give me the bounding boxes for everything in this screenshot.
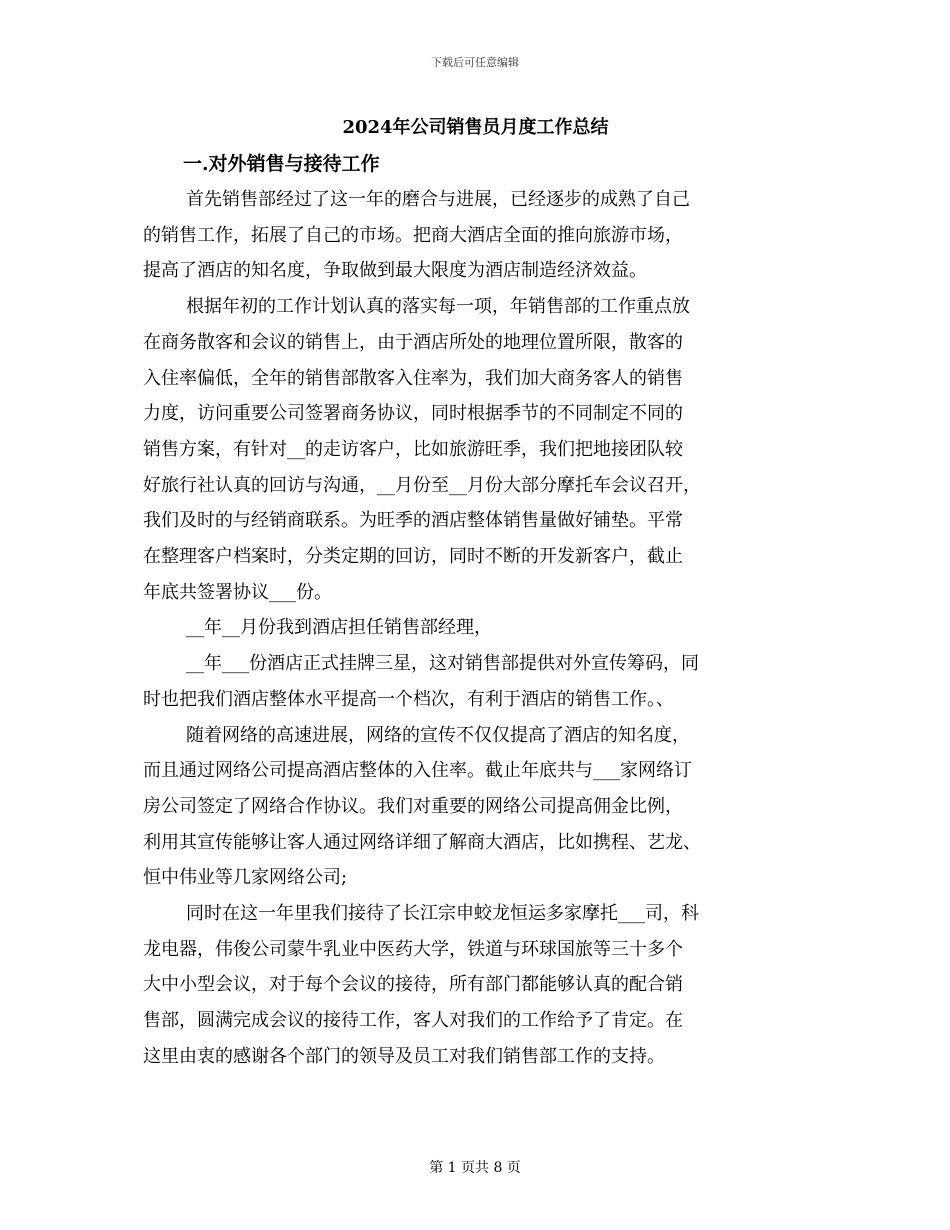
paragraph-online: [143, 718, 808, 897]
document-body: [143, 110, 808, 1075]
paragraph-line: 好旅行社认真的回访与沟通，__月份至__月份大部分摩托车会议召开，: [143, 474, 701, 496]
paragraph-line: 房公司签定了网络合作协议。我们对重要的网络公司提高佣金比例，: [143, 795, 683, 817]
paragraph-line: 年底共签署协议___份。: [143, 581, 332, 603]
paragraph-line: __年__月份我到酒店担任销售部经理，: [186, 617, 492, 639]
paragraph-line: 龙电器，伟俊公司蒙牛乳业中医药大学，铁道与环球国旅等三十多个: [143, 938, 683, 960]
paragraph-line: 恒中伟业等几家网络公司;: [143, 867, 348, 889]
paragraph-line: 大中小型会议，对于每个会议的接待，所有部门都能够认真的配合销: [143, 974, 683, 996]
paragraph-intro: [143, 182, 808, 289]
paragraph-line: 的销售工作，拓展了自己的市场。把商大酒店全面的推向旅游市场，: [143, 224, 683, 246]
paragraph-conferences: [143, 896, 808, 1075]
paragraph-line: 在整理客户档案时，分类定期的回访，同时不断的开发新客户，截止: [143, 546, 683, 568]
page-number: 第 1 页共 8 页: [429, 1160, 521, 1176]
paragraph-line: 根据年初的工作计划认真的落实每一项，年销售部的工作重点放: [186, 296, 690, 318]
paragraph-line: 而且通过网络公司提高酒店整体的入住率。截止年底共与___家网络订: [143, 760, 692, 782]
paragraph-line: 在商务散客和会议的销售上，由于酒店所处的地理位置所限，散客的: [143, 331, 683, 353]
paragraph-three-star: [143, 646, 808, 717]
paragraph-line: 同时在这一年里我们接待了长江宗申蛟龙恒运多家摩托___司，科: [186, 903, 699, 925]
paragraph-line: 售部，圆满完成会议的接待工作，客人对我们的工作给予了肯定。在: [143, 1010, 683, 1032]
paragraph-line: 首先销售部经过了这一年的磨合与进展，已经逐步的成熟了自己: [186, 189, 690, 210]
paragraph-line: 利用其宣传能够让客人通过网络详细了解商大酒店，比如携程、艺龙、: [143, 831, 701, 853]
paragraph-line: 时也把我们酒店整体水平提高一个档次，有利于酒店的销售工作。、: [143, 688, 674, 710]
paragraph-line: 销售方案，有针对__的走访客户，比如旅游旺季，我们把地接团队较: [143, 438, 683, 460]
paragraph-line: 随着网络的高速进展，网络的宣传不仅仅提高了酒店的知名度，: [186, 724, 690, 746]
header-note: 下载后可任意编辑: [431, 56, 519, 69]
paragraph-line: 我们及时的与经销商联系。为旺季的酒店整体销售量做好铺垫。平常: [143, 510, 683, 532]
paragraph-line: 提高了酒店的知名度，争取做到最大限度为酒店制造经济效益。: [143, 260, 647, 282]
document-title: 2024年公司销售员月度工作总结: [342, 117, 609, 138]
paragraph-line: 入住率偏低，全年的销售部散客入住率为，我们加大商务客人的销售: [143, 367, 683, 389]
paragraph-line: 力度，访问重要公司签署商务协议，同时根据季节的不同制定不同的: [143, 403, 683, 425]
paragraph-line: 这里由衷的感谢各个部门的领导及员工对我们销售部工作的支持。: [143, 1045, 665, 1067]
paragraph-manager: [143, 610, 808, 646]
paragraph-line: __年___份酒店正式挂牌三星，这对销售部提供对外宣传筹码，同: [186, 653, 699, 675]
paragraph-sales-plan: [143, 289, 808, 610]
section-heading: 一.对外销售与接待工作: [183, 153, 380, 175]
